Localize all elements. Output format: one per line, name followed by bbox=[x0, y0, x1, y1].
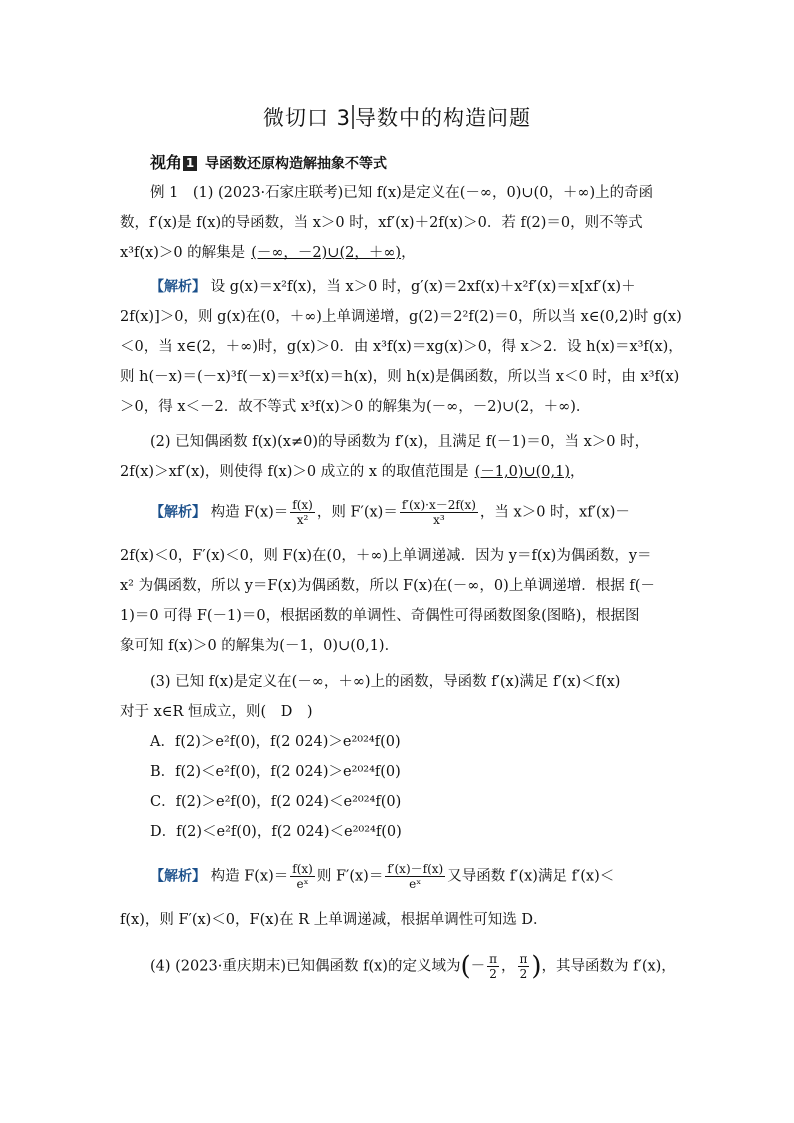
solution-tag: 【解析】 bbox=[150, 279, 206, 295]
example-1-4-line-1: (4) (2023·重庆期末)已知偶函数 f(x)的定义域为(－ $\frac{\pi}{2}$ ， $\frac{\pi}{2}$ )，其导函数为 f′(x)， bbox=[150, 951, 676, 982]
page-title: 微切口 3 导数中的构造问题 bbox=[262, 106, 532, 130]
solution-2-line-1: 【解析】 构造 F(x)＝ $\frac{f(x)}{\text{x²}}$ ，则 F′(x)＝ $\frac{f'(x)\cdot x-2f(x)}{\text{x³}}$ ，当 x＞0 时，xf′(x)－ bbox=[150, 498, 630, 527]
answer-blank: (－1,0)∪(0,1) bbox=[474, 464, 571, 480]
text-cursor[interactable] bbox=[352, 105, 354, 129]
fraction: $\frac{f(x)}{\text{x²}}$ bbox=[292, 498, 313, 527]
solution-2-line-3: x² 为偶函数，所以 y＝F(x)为偶函数，所以 F(x)在(－∞，0)上单调递增．根据 f(－ bbox=[120, 578, 655, 594]
option-a: A．f(2)＞e²f(0)，f(2 024)＞e²⁰²⁴f(0) bbox=[150, 734, 401, 750]
solution-2-line-4: 1)＝0 可得 F(－1)＝0，根据函数的单调性、奇偶性可得函数图象(图略)，根据图 bbox=[120, 608, 640, 624]
fraction: $\frac{\pi}{2}$ bbox=[489, 952, 497, 981]
example-1-1-line-3: x³f(x)＞0 的解集是 (－∞，－2)∪(2，＋∞)， bbox=[120, 245, 416, 261]
example-1-3-line-2: 对于 x∈R 恒成立，则( D ) bbox=[120, 704, 313, 720]
solution-1-line-1: 【解析】 设 g(x)＝x²f(x)，当 x＞0 时，g′(x)＝2xf(x)＋x²f′(x)＝x[xf′(x)＋ bbox=[150, 279, 636, 295]
option-d: D．f(2)＜e²f(0)，f(2 024)＜e²⁰²⁴f(0) bbox=[150, 824, 402, 840]
solution-1-line-2: 2f(x)]＞0，则 g(x)在(0，＋∞)上单调递增，g(2)＝2²f(2)＝0，所以当 x∈(0,2)时 g(x) bbox=[120, 309, 682, 325]
example-1-3-line-1: (3) 已知 f(x)是定义在(－∞，＋∞)上的函数，导函数 f′(x)满足 f′(x)＜f(x) bbox=[150, 674, 621, 690]
solution-3-line-1: 【解析】 构造 F(x)＝ $\frac{f(x)}{\text{eˣ}}$ 则 F′(x)＝ $\frac{f'(x)-f(x)}{\text{eˣ}}$ 又导函数 f′(x)满足 f′(x)＜ bbox=[150, 862, 615, 891]
example-1-1-line-2: 数，f′(x)是 f(x)的导函数，当 x＞0 时，xf′(x)＋2f(x)＞0．若 f(2)＝0，则不等式 bbox=[120, 215, 643, 231]
viewpoint-heading: 视角 1 导函数还原构造解抽象不等式 bbox=[150, 153, 388, 172]
example-1-1-line-1: 例 1 (1) (2023·石家庄联考)已知 f(x)是定义在(－∞，0)∪(0，＋∞)上的奇函 bbox=[150, 185, 654, 201]
solution-tag: 【解析】 bbox=[150, 868, 206, 885]
example-1-2-line-2: 2f(x)＞xf′(x)，则使得 f(x)＞0 成立的 x 的取值范围是 (－1,0)∪(0,1)， bbox=[120, 464, 585, 480]
solution-2-line-5: 象可知 f(x)＞0 的解集为(－1，0)∪(0,1)． bbox=[120, 638, 400, 654]
solution-2-line-2: 2f(x)＜0，F′(x)＜0，则 F(x)在(0，＋∞)上单调递减．因为 y＝f(x)为偶函数，y＝ bbox=[120, 548, 652, 564]
fraction: $\frac{f'(x)\cdot x-2f(x)}{\text{x³}}$ bbox=[401, 498, 476, 527]
option-b: B．f(2)＜e²f(0)，f(2 024)＞e²⁰²⁴f(0) bbox=[150, 764, 401, 780]
example-1-2-line-1: (2) 已知偶函数 f(x)(x≠0)的导函数为 f′(x)，且满足 f(－1)＝0，当 x＞0 时， bbox=[150, 434, 650, 450]
solution-1-line-5: ＞0，得 x＜－2．故不等式 x³f(x)＞0 的解集为(－∞，－2)∪(2，＋∞)． bbox=[120, 399, 591, 415]
solution-3-line-2: f(x)，则 F′(x)＜0，F(x)在 R 上单调递减，根据单调性可知选 D． bbox=[120, 912, 548, 928]
answer-blank: (－∞，－2)∪(2，＋∞) bbox=[251, 245, 402, 261]
fraction: $\frac{f'(x)-f(x)}{\text{eˣ}}$ bbox=[387, 862, 444, 891]
solution-1-line-4: 则 h(－x)＝(－x)³f(－x)＝x³f(x)＝h(x)，则 h(x)是偶函数，所以当 x＜0 时，由 x³f(x) bbox=[120, 369, 680, 385]
solution-1-line-3: ＜0，当 x∈(2，＋∞)时，g(x)＞0．由 x³f(x)＝xg(x)＞0，得 x＞2．设 h(x)＝x³f(x)， bbox=[120, 339, 683, 355]
solution-tag: 【解析】 bbox=[150, 504, 206, 521]
option-c: C．f(2)＞e²f(0)，f(2 024)＜e²⁰²⁴f(0) bbox=[150, 794, 402, 810]
fraction: $\frac{\pi}{2}$ bbox=[519, 952, 528, 981]
fraction: $\frac{f(x)}{\text{eˣ}}$ bbox=[292, 862, 313, 891]
